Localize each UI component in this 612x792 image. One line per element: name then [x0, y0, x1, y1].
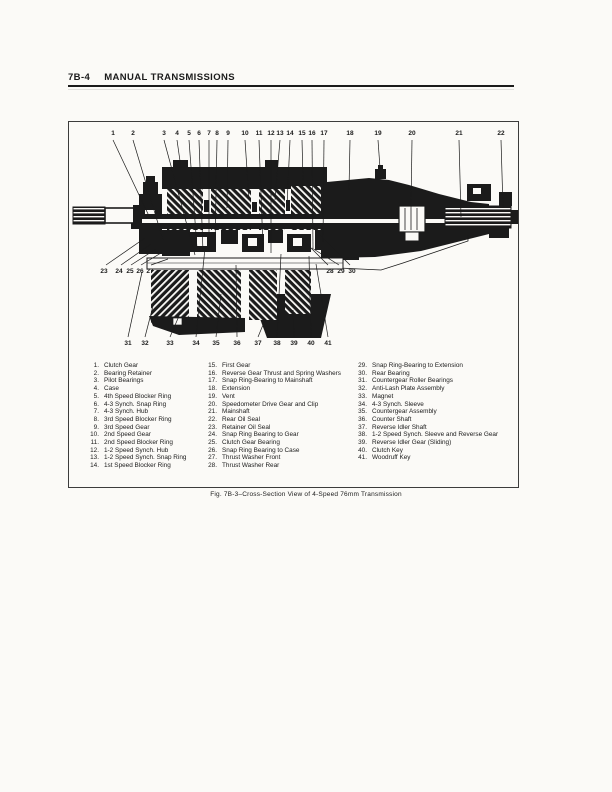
part-number: 5. — [93, 392, 99, 400]
parts-list-item — [204, 424, 341, 432]
callout-number: 14 — [286, 130, 294, 137]
parts-list-item — [354, 393, 498, 401]
part-label: 2nd Speed Gear — [104, 431, 151, 439]
part-number: 2. — [93, 369, 99, 377]
parts-list-item — [354, 431, 498, 439]
parts-list-item — [204, 416, 341, 424]
part-number: 26. — [208, 446, 217, 454]
part-label: Case — [104, 385, 119, 393]
part-number: 8. — [93, 415, 99, 423]
part-number: 27. — [208, 454, 217, 462]
callout-number: 4 — [175, 130, 179, 137]
callout-number: 13 — [276, 130, 284, 137]
parts-list-column-1 — [86, 362, 186, 470]
figure-box — [68, 121, 519, 488]
part-number: 4. — [93, 385, 99, 393]
part-number: 25. — [208, 439, 217, 447]
callout-number: 32 — [141, 340, 149, 347]
callout-number: 7 — [207, 130, 211, 137]
callout-number: 40 — [307, 340, 315, 347]
page-number: 7B-4 — [68, 72, 91, 83]
part-label: Reverse Idler Shaft — [372, 423, 427, 431]
part-number: 17. — [208, 377, 217, 385]
callout-number: 1 — [111, 130, 115, 137]
part-label: Woodruff Key — [372, 454, 411, 462]
parts-list-item — [354, 408, 498, 416]
parts-list-item — [86, 462, 186, 470]
part-label: Rear Bearing — [372, 369, 410, 377]
callout-number: 25 — [126, 268, 134, 275]
part-label: Thrust Washer Rear — [222, 462, 280, 470]
extension-mount-pad — [467, 184, 491, 201]
parts-list-item — [204, 370, 341, 378]
parts-list-item — [204, 431, 341, 439]
part-label: Snap Ring-Bearing to Extension — [372, 362, 463, 369]
part-number: 28. — [208, 462, 217, 470]
callout-number: 34 — [192, 340, 200, 347]
parts-list-item — [354, 401, 498, 409]
callout-number: 41 — [324, 340, 332, 347]
callout-number: 26 — [136, 268, 144, 275]
part-number: 1. — [93, 362, 99, 369]
parts-list-item — [354, 416, 498, 424]
part-label: 4th Speed Blocker Ring — [104, 392, 172, 400]
part-number: 30. — [358, 369, 367, 377]
part-number: 41. — [358, 454, 367, 462]
parts-list-item — [204, 385, 341, 393]
part-number: 13. — [90, 454, 99, 462]
parts-list-item — [86, 408, 186, 416]
part-number: 22. — [208, 415, 217, 423]
callout-number: 11 — [255, 130, 263, 137]
part-label: Reverse Idler Gear (Sliding) — [372, 439, 452, 447]
callout-number: 19 — [374, 130, 382, 137]
part-number: 12. — [90, 446, 99, 454]
parts-list-item — [86, 416, 186, 424]
parts-list-item — [354, 370, 498, 378]
countershaft-plate — [147, 258, 343, 269]
part-label: Magnet — [372, 392, 394, 400]
parts-list-item — [86, 431, 186, 439]
parts-list-item — [204, 447, 341, 455]
callout-number: 36 — [233, 340, 241, 347]
callout-number: 29 — [337, 268, 345, 275]
part-label: Clutch Key — [372, 446, 403, 454]
parts-list-item — [354, 362, 498, 370]
input-shaft — [73, 205, 142, 226]
part-number: 3. — [93, 377, 99, 385]
part-number: 15. — [208, 362, 217, 369]
parts-list-item — [204, 401, 341, 409]
parts-list-item — [86, 377, 186, 385]
callout-number: 21 — [455, 130, 463, 137]
parts-list-column-2 — [204, 362, 341, 470]
part-number: 35. — [358, 408, 367, 416]
part-number: 34. — [358, 400, 367, 408]
parts-list-item — [204, 462, 341, 470]
part-number: 18. — [208, 385, 217, 393]
callout-number: 18 — [346, 130, 354, 137]
part-label: 1st Speed Blocker Ring — [104, 462, 171, 470]
callout-number: 38 — [273, 340, 281, 347]
parts-list-item — [86, 393, 186, 401]
part-label: Vent — [222, 392, 235, 400]
callout-number: 23 — [100, 268, 108, 275]
part-label: Anti-Lash Plate Assembly — [372, 385, 445, 393]
parts-list-item — [354, 424, 498, 432]
part-number: 31. — [358, 377, 367, 385]
part-number: 24. — [208, 431, 217, 439]
callout-number: 8 — [215, 130, 219, 137]
part-label: Thrust Washer Front — [222, 454, 281, 462]
parts-list-item — [354, 447, 498, 455]
parts-list-item — [204, 393, 341, 401]
part-label: Extension — [222, 385, 251, 393]
part-label: Retainer Oil Seal — [222, 423, 271, 431]
callout-number: 24 — [115, 268, 123, 275]
part-number: 38. — [358, 431, 367, 439]
callout-number: 3 — [162, 130, 166, 137]
part-label: Reverse Gear Thrust and Spring Washers — [222, 369, 341, 377]
section-title: MANUAL TRANSMISSIONS — [104, 72, 236, 83]
part-label: Counter Shaft — [372, 415, 412, 423]
parts-list-item — [204, 362, 341, 370]
callout-number: 6 — [197, 130, 201, 137]
part-label: Snap Ring Bearing to Gear — [222, 431, 299, 439]
callout-number: 30 — [348, 268, 356, 275]
parts-list-item — [204, 454, 341, 462]
parts-list-item — [204, 408, 341, 416]
parts-list-column-3 — [354, 362, 498, 462]
part-number: 16. — [208, 369, 217, 377]
part-label: Snap Ring Bearing to Case — [222, 446, 300, 454]
parts-list-item — [86, 454, 186, 462]
part-number: 33. — [358, 392, 367, 400]
vent — [375, 165, 386, 179]
part-label: Rear Oil Seal — [222, 415, 261, 423]
parts-list-item — [86, 370, 186, 378]
part-label: Countergear Roller Bearings — [372, 377, 453, 385]
callout-number: 15 — [298, 130, 306, 137]
part-number: 11. — [90, 439, 99, 447]
part-label: Bearing Retainer — [104, 369, 152, 377]
callout-number: 5 — [187, 130, 191, 137]
callout-number: 22 — [497, 130, 505, 137]
parts-list-item — [86, 447, 186, 455]
parts-list — [69, 362, 518, 487]
part-label: 1-2 Speed Synch. Hub — [104, 446, 169, 454]
part-label: 3rd Speed Blocker Ring — [104, 415, 172, 423]
parts-list-item — [86, 439, 186, 447]
callout-number: 12 — [267, 130, 275, 137]
callout-number: 33 — [166, 340, 174, 347]
part-number: 23. — [208, 423, 217, 431]
part-number: 14. — [90, 462, 99, 470]
part-label: 4-3 Synch. Snap Ring — [104, 400, 167, 408]
part-number: 29. — [358, 362, 367, 369]
callout-number: 10 — [241, 130, 249, 137]
part-label: Speedometer Drive Gear and Clip — [222, 400, 319, 408]
callout-number: 16 — [308, 130, 316, 137]
part-label: 3rd Speed Gear — [104, 423, 150, 431]
callout-number: 31 — [124, 340, 132, 347]
parts-list-item — [354, 377, 498, 385]
transmission-diagram-svg — [69, 122, 518, 362]
transmission-cross-section-diagram — [69, 122, 518, 362]
part-number: 7. — [93, 408, 99, 416]
part-number: 32. — [358, 385, 367, 393]
part-number: 19. — [208, 392, 217, 400]
part-number: 21. — [208, 408, 217, 416]
callout-number: 20 — [408, 130, 416, 137]
part-number: 37. — [358, 423, 367, 431]
rear-oil-seal — [499, 192, 512, 206]
callout-number: 17 — [320, 130, 328, 137]
callout-number: 9 — [226, 130, 230, 137]
part-number: 20. — [208, 400, 217, 408]
part-label: 1-2 Speed Synch. Snap Ring — [104, 454, 187, 462]
part-label: Snap Ring-Bearing to Mainshaft — [222, 377, 313, 385]
header-rule — [68, 85, 514, 87]
figure-caption: Fig. 7B-3–Cross-Section View of 4-Speed 76mm Transmission — [210, 491, 402, 498]
callout-number: 27 — [146, 268, 154, 275]
part-label: 4-3 Synch. Hub — [104, 408, 149, 416]
part-label: 4-3 Synch. Sleeve — [372, 400, 424, 408]
parts-list-item — [354, 454, 498, 462]
part-label: Mainshaft — [222, 408, 250, 416]
part-label: 1-2 Speed Synch. Sleeve and Reverse Gear — [372, 431, 499, 439]
parts-list-item — [86, 385, 186, 393]
part-number: 6. — [93, 400, 99, 408]
parts-list-item — [204, 439, 341, 447]
part-label: 2nd Speed Blocker Ring — [104, 439, 173, 447]
parts-list-item — [354, 385, 498, 393]
parts-list-item — [354, 439, 498, 447]
part-label: Pilot Bearings — [104, 377, 144, 385]
callout-number: 39 — [290, 340, 298, 347]
callout-number: 28 — [326, 268, 334, 275]
part-label: Clutch Gear — [104, 362, 139, 369]
part-number: 9. — [93, 423, 99, 431]
callout-number: 37 — [254, 340, 262, 347]
parts-list-item — [86, 424, 186, 432]
part-number: 39. — [358, 439, 367, 447]
part-label: Countergear Assembly — [372, 408, 437, 416]
part-number: 40. — [358, 446, 367, 454]
page-header — [68, 72, 235, 83]
part-number: 36. — [358, 415, 367, 423]
parts-list-item — [204, 377, 341, 385]
parts-list-item — [86, 362, 186, 370]
part-number: 10. — [90, 431, 99, 439]
part-label: First Gear — [222, 362, 251, 369]
callout-number: 2 — [131, 130, 135, 137]
parts-list-item — [86, 401, 186, 409]
part-label: Clutch Gear Bearing — [222, 439, 280, 447]
callout-number: 35 — [212, 340, 220, 347]
